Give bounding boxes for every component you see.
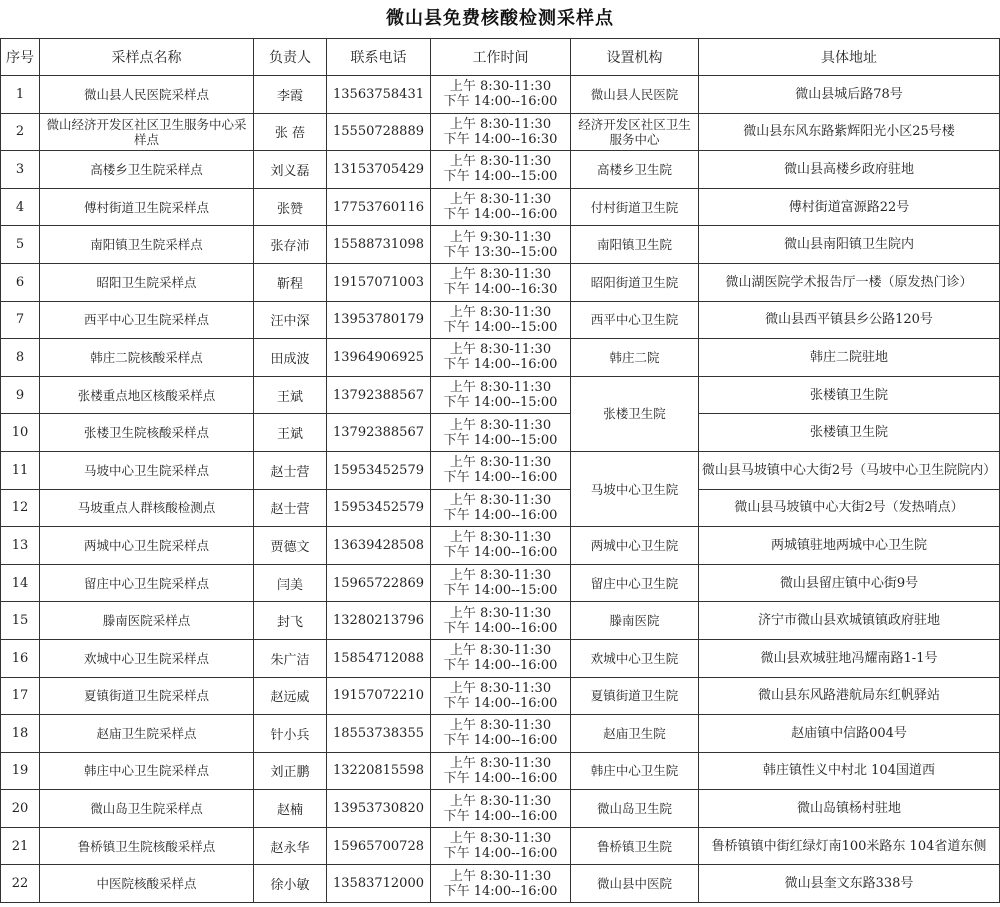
cell-person: 李霞 <box>254 76 327 114</box>
cell-name: 留庄中心卫生院采样点 <box>40 564 254 602</box>
cell-name: 欢城中心卫生院采样点 <box>40 639 254 677</box>
cell-org: 张楼卫生院 <box>571 376 699 451</box>
time-morning: 上午 8:30-11:30 <box>449 831 552 847</box>
cell-name: 昭阳卫生院采样点 <box>40 263 254 301</box>
cell-person: 刘义磊 <box>254 151 327 189</box>
cell-name: 夏镇街道卫生院采样点 <box>40 677 254 715</box>
cell-org: 韩庄中心卫生院 <box>571 752 699 790</box>
cell-address: 微山县奎文东路338号 <box>699 865 1000 903</box>
cell-person: 赵楠 <box>254 790 327 828</box>
cell-no: 9 <box>1 376 40 414</box>
cell-phone: 13964906925 <box>327 339 431 377</box>
time-morning: 上午 8:30-11:30 <box>449 680 552 696</box>
cell-address: 微山县东风路港航局东红帆驿站 <box>699 677 1000 715</box>
cell-name: 高楼乡卫生院采样点 <box>40 151 254 189</box>
time-morning: 上午 8:30-11:30 <box>449 267 552 283</box>
table-row <box>1 301 1000 339</box>
cell-name: 微山经济开发区社区卫生服务中心采样点 <box>40 113 254 151</box>
cell-person: 王斌 <box>254 414 327 452</box>
time-afternoon: 下午 14:00--16:00 <box>443 808 558 824</box>
time-morning: 上午 8:30-11:30 <box>449 492 552 508</box>
cell-time <box>431 865 571 903</box>
time-morning: 上午 8:30-11:30 <box>449 304 552 320</box>
cell-time <box>431 564 571 602</box>
cell-no: 10 <box>1 414 40 452</box>
cell-org: 两城中心卫生院 <box>571 527 699 565</box>
cell-phone: 13220815598 <box>327 752 431 790</box>
cell-person: 徐小敏 <box>254 865 327 903</box>
cell-address: 微山岛镇杨村驻地 <box>699 790 1000 828</box>
cell-phone: 15953452579 <box>327 451 431 489</box>
cell-address: 微山县西平镇县乡公路120号 <box>699 301 1000 339</box>
cell-person: 刘正鹏 <box>254 752 327 790</box>
cell-no: 13 <box>1 527 40 565</box>
cell-name: 中医院核酸采样点 <box>40 865 254 903</box>
cell-address: 张楼镇卫生院 <box>699 376 1000 414</box>
time-morning: 上午 8:30-11:30 <box>449 643 552 659</box>
cell-phone: 15550728889 <box>327 113 431 151</box>
time-afternoon: 下午 14:00--15:00 <box>443 395 558 411</box>
time-afternoon: 下午 14:00--15:00 <box>443 432 558 448</box>
cell-time <box>431 639 571 677</box>
time-morning: 上午 8:30-11:30 <box>449 417 552 433</box>
cell-time <box>431 76 571 114</box>
cell-no: 15 <box>1 602 40 640</box>
cell-no: 21 <box>1 827 40 865</box>
cell-address: 微山县欢城驻地冯耀南路1-1号 <box>699 639 1000 677</box>
cell-no: 2 <box>1 113 40 151</box>
table-row <box>1 263 1000 301</box>
time-afternoon: 下午 14:00--16:00 <box>443 620 558 636</box>
time-morning: 上午 8:30-11:30 <box>449 192 552 208</box>
cell-org: 鲁桥镇卫生院 <box>571 827 699 865</box>
cell-time <box>431 113 571 151</box>
time-afternoon: 下午 14:00--16:00 <box>443 658 558 674</box>
cell-org: 高楼乡卫生院 <box>571 151 699 189</box>
time-morning: 上午 8:30-11:30 <box>449 79 552 95</box>
cell-address: 微山县城后路78号 <box>699 76 1000 114</box>
time-morning: 上午 8:30-11:30 <box>449 342 552 358</box>
cell-address: 鲁桥镇镇中街红绿灯南100米路东 104省道东侧 <box>699 827 1000 865</box>
table-row <box>1 339 1000 377</box>
cell-name: 微山岛卫生院采样点 <box>40 790 254 828</box>
time-afternoon: 下午 14:00--16:00 <box>443 207 558 223</box>
cell-phone: 15953452579 <box>327 489 431 527</box>
cell-time <box>431 414 571 452</box>
time-morning: 上午 8:30-11:30 <box>449 868 552 884</box>
cell-org: 南阳镇卫生院 <box>571 226 699 264</box>
cell-person: 张存沛 <box>254 226 327 264</box>
time-morning: 上午 8:30-11:30 <box>449 793 552 809</box>
cell-time <box>431 489 571 527</box>
time-morning: 上午 8:30-11:30 <box>449 755 552 771</box>
cell-person: 针小兵 <box>254 715 327 753</box>
time-afternoon: 下午 14:00--16:00 <box>443 470 558 486</box>
cell-time <box>431 677 571 715</box>
cell-name: 西平中心卫生院采样点 <box>40 301 254 339</box>
time-afternoon: 下午 14:00--16:00 <box>443 883 558 899</box>
cell-no: 17 <box>1 677 40 715</box>
cell-phone: 13639428508 <box>327 527 431 565</box>
cell-phone: 13953730820 <box>327 790 431 828</box>
time-afternoon: 下午 14:00--16:00 <box>443 846 558 862</box>
time-afternoon: 下午 14:00--16:00 <box>443 695 558 711</box>
cell-address: 张楼镇卫生院 <box>699 414 1000 452</box>
cell-no: 7 <box>1 301 40 339</box>
cell-name: 微山县人民医院采样点 <box>40 76 254 114</box>
cell-phone: 15854712088 <box>327 639 431 677</box>
cell-time <box>431 715 571 753</box>
time-morning: 上午 8:30-11:30 <box>449 380 552 396</box>
time-afternoon: 下午 14:00--15:00 <box>443 583 558 599</box>
header-phone: 联系电话 <box>327 39 431 76</box>
cell-no: 14 <box>1 564 40 602</box>
cell-name: 鲁桥镇卫生院核酸采样点 <box>40 827 254 865</box>
cell-no: 11 <box>1 451 40 489</box>
cell-name: 张楼重点地区核酸采样点 <box>40 376 254 414</box>
cell-person: 贾德文 <box>254 527 327 565</box>
cell-time <box>431 263 571 301</box>
time-morning: 上午 8:30-11:30 <box>449 605 552 621</box>
time-afternoon: 下午 14:00--15:00 <box>443 169 558 185</box>
cell-address: 微山县马坡镇中心大街2号（发热哨点） <box>699 489 1000 527</box>
cell-name: 滕南医院采样点 <box>40 602 254 640</box>
cell-person: 封飞 <box>254 602 327 640</box>
time-morning: 上午 9:30-11:30 <box>449 229 552 245</box>
cell-name: 韩庄二院核酸采样点 <box>40 339 254 377</box>
table-row <box>1 827 1000 865</box>
cell-person: 赵士营 <box>254 489 327 527</box>
cell-person: 闫美 <box>254 564 327 602</box>
table-header-row <box>1 39 1000 76</box>
cell-org: 欢城中心卫生院 <box>571 639 699 677</box>
cell-no: 16 <box>1 639 40 677</box>
cell-phone: 13280213796 <box>327 602 431 640</box>
table-row <box>1 602 1000 640</box>
header-name: 采样点名称 <box>40 39 254 76</box>
time-afternoon: 下午 14:00--16:30 <box>443 282 558 298</box>
cell-org: 经济开发区社区卫生服务中心 <box>571 113 699 151</box>
cell-address: 傅村街道富源路22号 <box>699 188 1000 226</box>
table-row <box>1 865 1000 903</box>
header-person: 负责人 <box>254 39 327 76</box>
cell-address: 微山湖医院学术报告厅一楼（原发热门诊） <box>699 263 1000 301</box>
cell-address: 韩庄二院驻地 <box>699 339 1000 377</box>
time-afternoon: 下午 14:00--16:30 <box>443 131 558 147</box>
table-row <box>1 639 1000 677</box>
cell-time <box>431 339 571 377</box>
cell-person: 赵远威 <box>254 677 327 715</box>
cell-time <box>431 376 571 414</box>
cell-org: 韩庄二院 <box>571 339 699 377</box>
table-row <box>1 414 1000 452</box>
table-row <box>1 226 1000 264</box>
time-morning: 上午 8:30-11:30 <box>449 718 552 734</box>
header-org: 设置机构 <box>571 39 699 76</box>
cell-phone: 18553738355 <box>327 715 431 753</box>
cell-address: 微山县南阳镇卫生院内 <box>699 226 1000 264</box>
cell-person: 田成波 <box>254 339 327 377</box>
header-time: 工作时间 <box>431 39 571 76</box>
cell-no: 18 <box>1 715 40 753</box>
cell-name: 马坡中心卫生院采样点 <box>40 451 254 489</box>
cell-address: 微山县东风东路紫辉阳光小区25号楼 <box>699 113 1000 151</box>
cell-org: 夏镇街道卫生院 <box>571 677 699 715</box>
time-afternoon: 下午 14:00--16:00 <box>443 94 558 110</box>
cell-no: 1 <box>1 76 40 114</box>
time-afternoon: 下午 14:00--15:00 <box>443 319 558 335</box>
cell-no: 6 <box>1 263 40 301</box>
time-morning: 上午 8:30-11:30 <box>449 154 552 170</box>
cell-org: 微山岛卫生院 <box>571 790 699 828</box>
table-row <box>1 564 1000 602</box>
cell-time <box>431 188 571 226</box>
cell-phone: 13583712000 <box>327 865 431 903</box>
cell-org: 西平中心卫生院 <box>571 301 699 339</box>
header-no: 序号 <box>1 39 40 76</box>
cell-no: 3 <box>1 151 40 189</box>
cell-address: 两城镇驻地两城中心卫生院 <box>699 527 1000 565</box>
header-address: 具体地址 <box>699 39 1000 76</box>
cell-person: 朱广洁 <box>254 639 327 677</box>
cell-name: 赵庙卫生院采样点 <box>40 715 254 753</box>
cell-time <box>431 602 571 640</box>
cell-org: 滕南医院 <box>571 602 699 640</box>
time-afternoon: 下午 13:30--15:00 <box>443 244 558 260</box>
cell-time <box>431 527 571 565</box>
cell-address: 韩庄镇性义中村北 104国道西 <box>699 752 1000 790</box>
cell-no: 5 <box>1 226 40 264</box>
cell-time <box>431 790 571 828</box>
table-row <box>1 151 1000 189</box>
time-afternoon: 下午 14:00--16:00 <box>443 357 558 373</box>
cell-time <box>431 827 571 865</box>
time-morning: 上午 8:30-11:30 <box>449 568 552 584</box>
cell-name: 南阳镇卫生院采样点 <box>40 226 254 264</box>
cell-address: 微山县高楼乡政府驻地 <box>699 151 1000 189</box>
cell-phone: 13792388567 <box>327 376 431 414</box>
cell-phone: 13953780179 <box>327 301 431 339</box>
cell-name: 马坡重点人群核酸检测点 <box>40 489 254 527</box>
cell-no: 20 <box>1 790 40 828</box>
cell-phone: 19157071003 <box>327 263 431 301</box>
table-row <box>1 527 1000 565</box>
cell-phone: 15588731098 <box>327 226 431 264</box>
time-afternoon: 下午 14:00--16:00 <box>443 770 558 786</box>
cell-person: 靳程 <box>254 263 327 301</box>
cell-address: 济宁市微山县欢城镇镇政府驻地 <box>699 602 1000 640</box>
sampling-points-table <box>0 38 1000 903</box>
cell-name: 两城中心卫生院采样点 <box>40 527 254 565</box>
time-afternoon: 下午 14:00--16:00 <box>443 545 558 561</box>
table-row <box>1 451 1000 489</box>
time-morning: 上午 8:30-11:30 <box>449 116 552 132</box>
cell-org: 微山县中医院 <box>571 865 699 903</box>
cell-no: 8 <box>1 339 40 377</box>
page-title: 微山县免费核酸检测采样点 <box>386 8 614 29</box>
cell-org: 微山县人民医院 <box>571 76 699 114</box>
cell-person: 张 蓓 <box>254 113 327 151</box>
cell-org: 马坡中心卫生院 <box>571 451 699 526</box>
table-row <box>1 113 1000 151</box>
table-row <box>1 790 1000 828</box>
time-afternoon: 下午 14:00--16:00 <box>443 733 558 749</box>
cell-person: 赵士营 <box>254 451 327 489</box>
cell-phone: 19157072210 <box>327 677 431 715</box>
cell-no: 4 <box>1 188 40 226</box>
table-row <box>1 715 1000 753</box>
cell-phone: 15965700728 <box>327 827 431 865</box>
time-morning: 上午 8:30-11:30 <box>449 455 552 471</box>
cell-phone: 17753760116 <box>327 188 431 226</box>
cell-org: 付村街道卫生院 <box>571 188 699 226</box>
cell-no: 19 <box>1 752 40 790</box>
cell-no: 12 <box>1 489 40 527</box>
cell-address: 微山县留庄镇中心街9号 <box>699 564 1000 602</box>
cell-name: 张楼卫生院核酸采样点 <box>40 414 254 452</box>
table-row <box>1 752 1000 790</box>
cell-address: 微山县马坡镇中心大街2号（马坡中心卫生院院内） <box>699 451 1000 489</box>
table-row <box>1 188 1000 226</box>
cell-phone: 15965722869 <box>327 564 431 602</box>
time-morning: 上午 8:30-11:30 <box>449 530 552 546</box>
table-row <box>1 489 1000 527</box>
cell-time <box>431 151 571 189</box>
cell-person: 张赞 <box>254 188 327 226</box>
table-row <box>1 76 1000 114</box>
time-afternoon: 下午 14:00--16:00 <box>443 507 558 523</box>
cell-person: 王斌 <box>254 376 327 414</box>
cell-org: 赵庙卫生院 <box>571 715 699 753</box>
cell-time <box>431 301 571 339</box>
table-row <box>1 376 1000 414</box>
cell-person: 汪中深 <box>254 301 327 339</box>
cell-time <box>431 226 571 264</box>
cell-phone: 13792388567 <box>327 414 431 452</box>
cell-address: 赵庙镇中信路004号 <box>699 715 1000 753</box>
cell-time <box>431 451 571 489</box>
cell-name: 韩庄中心卫生院采样点 <box>40 752 254 790</box>
table-body <box>1 76 1000 903</box>
cell-phone: 13153705429 <box>327 151 431 189</box>
cell-phone: 13563758431 <box>327 76 431 114</box>
cell-org: 留庄中心卫生院 <box>571 564 699 602</box>
cell-org: 昭阳街道卫生院 <box>571 263 699 301</box>
cell-no: 22 <box>1 865 40 903</box>
table-row <box>1 677 1000 715</box>
cell-name: 傅村街道卫生院采样点 <box>40 188 254 226</box>
cell-time <box>431 752 571 790</box>
cell-person: 赵永华 <box>254 827 327 865</box>
